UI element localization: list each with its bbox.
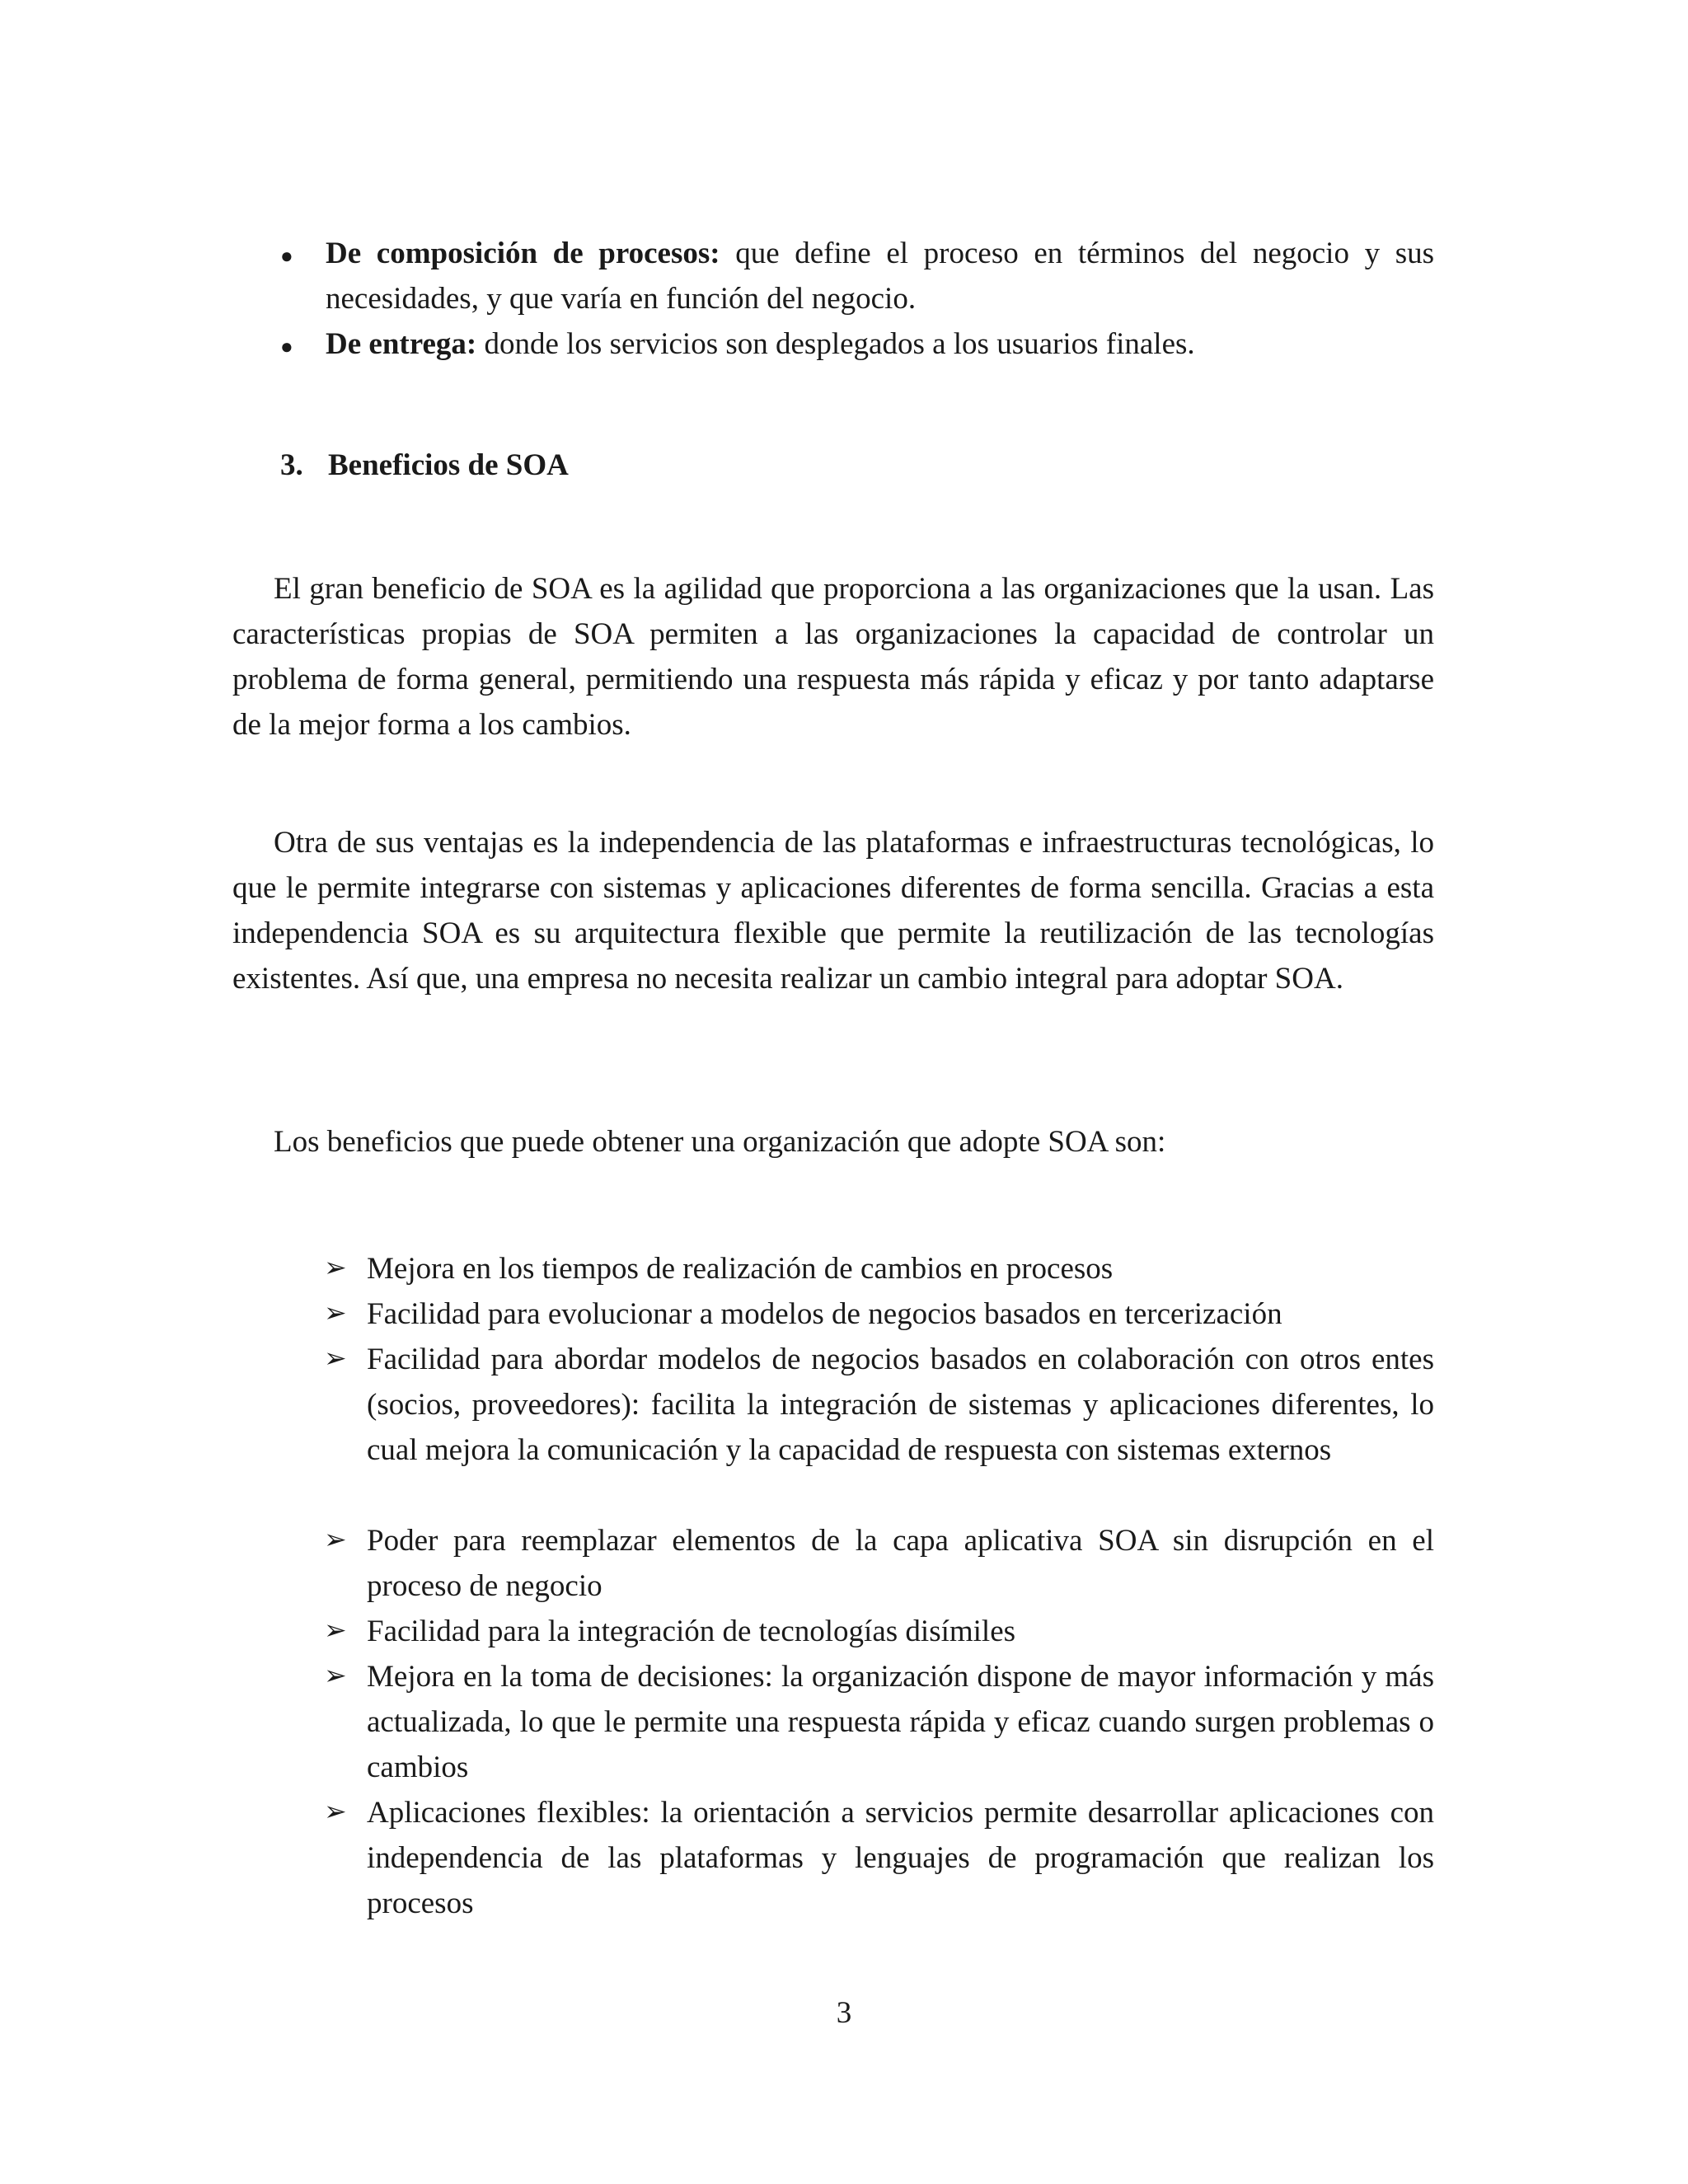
section-heading: [280, 443, 569, 488]
arrow-bullet-icon: ➢: [324, 1254, 347, 1283]
bullet-text: donde los servicios son desplegados a los usuarios finales.: [476, 327, 1195, 361]
paragraph: El gran beneficio de SOA es la agilidad que proporciona a las organizaciones que la usan. Las características propias de SOA permiten a las organizaciones la capacidad de controlar un problema de forma general, permitiendo una respuesta más rápida y eficaz y por tanto adaptarse de la mejor forma a los cambios.: [232, 572, 1434, 742]
section-number: 3.: [280, 448, 303, 482]
benefit-item: Aplicaciones flexibles: la orientación a servicios permite desarrollar aplicaciones con independencia de las plataformas y lenguajes de programación que realizan los procesos: [367, 1796, 1434, 1920]
benefit-item: Facilidad para la integración de tecnologías disímiles: [367, 1615, 1016, 1648]
bullet-icon: ●: [280, 244, 293, 268]
benefit-item: Mejora en los tiempos de realización de cambios en procesos: [367, 1252, 1114, 1286]
paragraph: Otra de sus ventajas es la independencia de las plataformas e infraestructuras tecnológicas, lo que le permite integrarse con sistemas y aplicaciones diferentes de forma sencilla. Gracias a esta independencia SOA es su arquitectura flexible que permite la reutilización de las tecnologías existentes. Así que, una empresa no necesita realizar un cambio integral para adoptar SOA.: [232, 826, 1434, 996]
arrow-bullet-icon: ➢: [324, 1797, 347, 1827]
bullet-icon: ●: [280, 335, 293, 359]
benefit-item: Mejora en la toma de decisiones: la organización dispone de mayor información y más actualizada, lo que le permite una respuesta rápida y eficaz cuando surgen problemas o cambios: [367, 1660, 1434, 1784]
list-intro: Los beneficios que puede obtener una organización que adopte SOA son:: [274, 1125, 1166, 1159]
bullet-item: [326, 231, 1434, 321]
arrow-bullet-icon: ➢: [324, 1344, 347, 1374]
arrow-bullet-icon: ➢: [324, 1661, 347, 1691]
section-title: Beneficios de SOA: [328, 448, 569, 482]
benefit-item: Poder para reemplazar elementos de la capa aplicativa SOA sin disrupción en el proceso de negocio: [367, 1524, 1434, 1603]
arrow-bullet-icon: ➢: [324, 1299, 347, 1329]
page-number: 3: [836, 1996, 852, 2030]
benefit-item: Facilidad para evolucionar a modelos de negocios basados en tercerización: [367, 1297, 1282, 1331]
bullet-term: De entrega:: [326, 327, 477, 361]
benefit-item: Facilidad para abordar modelos de negocios basados en colaboración con otros entes (socios, proveedores): facilita la integración de sistemas y aplicaciones diferentes, lo cual mejora la comunicación y la capacidad de respuesta con sistemas externos: [367, 1343, 1434, 1467]
bullet-text: que define el proceso en términos del negocio y sus necesidades, y que varía en función del negocio.: [326, 237, 1434, 316]
arrow-bullet-icon: ➢: [324, 1616, 347, 1646]
arrow-bullet-icon: ➢: [324, 1526, 347, 1555]
bullet-term: De composición de procesos:: [326, 237, 720, 270]
bullet-item: [326, 321, 1434, 367]
